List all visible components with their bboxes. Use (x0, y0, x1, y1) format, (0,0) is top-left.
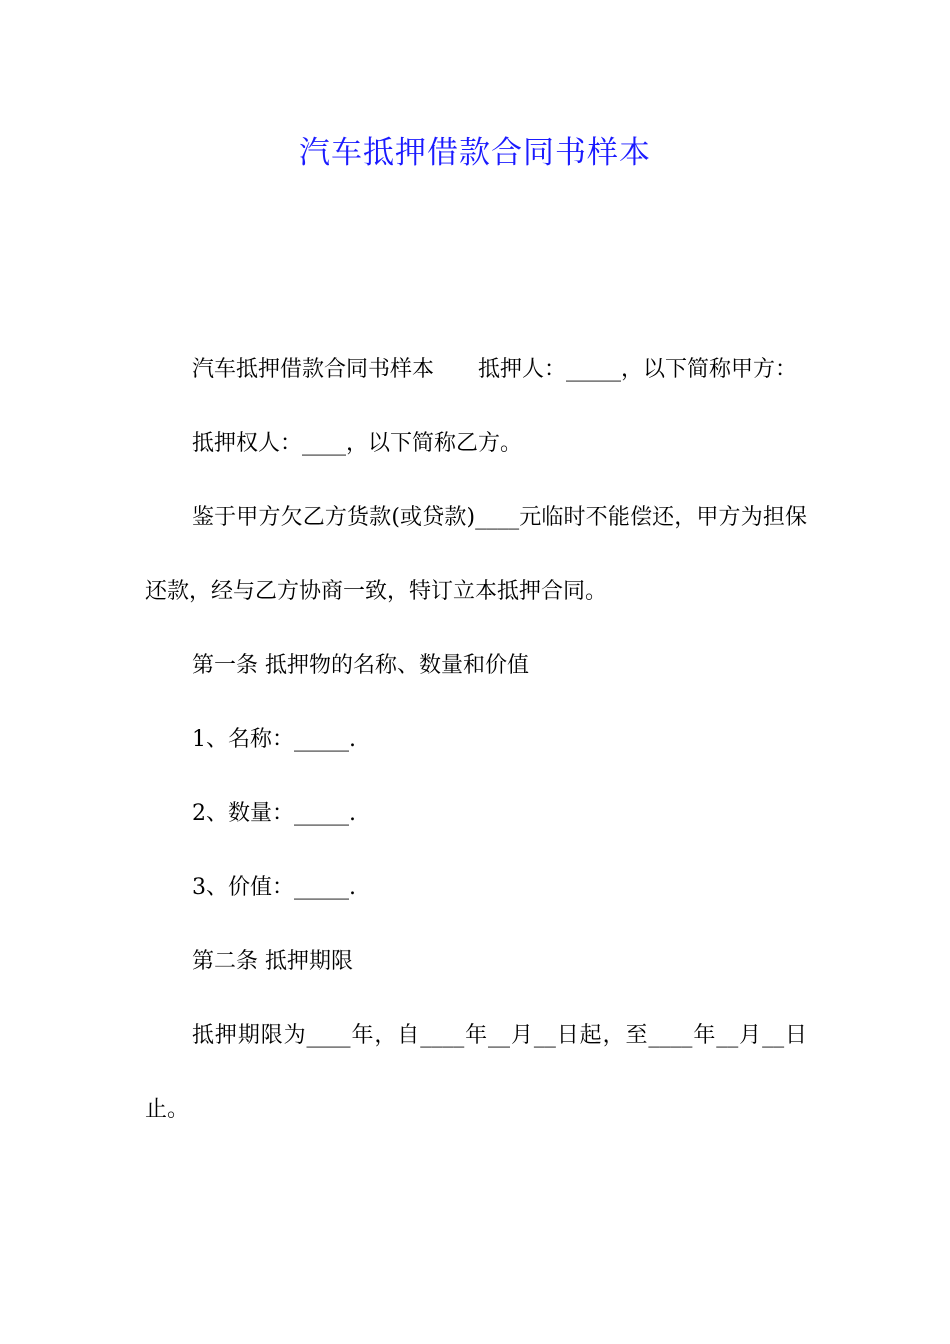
item-value: 3、价值：_____. (192, 875, 356, 900)
document-title: 汽车抵押借款合同书样本 (299, 135, 651, 171)
intro-lead: 汽车抵押借款合同书样本 (192, 357, 435, 382)
paragraph-term: 抵押期限为____年，自____年__月__日起，至____年__月__日止。 (145, 1023, 807, 1122)
item-quantity: 2、数量：_____. (192, 801, 356, 826)
paragraph-mortgagee: 抵押权人：____，以下简称乙方。 (192, 431, 523, 456)
article-one-heading: 第一条 抵押物的名称、数量和价值 (192, 653, 529, 678)
paragraph-recital: 鉴于甲方欠乙方货款(或贷款)____元临时不能偿还，甲方为担保还款，经与乙方协商一致，特订立本抵押合同。 (145, 505, 807, 604)
intro-rest: 抵押人：_____，以下简称甲方： (478, 357, 798, 382)
paragraph-intro (145, 333, 807, 407)
document-body (145, 333, 807, 1147)
article-two-heading: 第二条 抵押期限 (192, 949, 353, 974)
item-name: 1、名称：_____. (192, 727, 356, 752)
